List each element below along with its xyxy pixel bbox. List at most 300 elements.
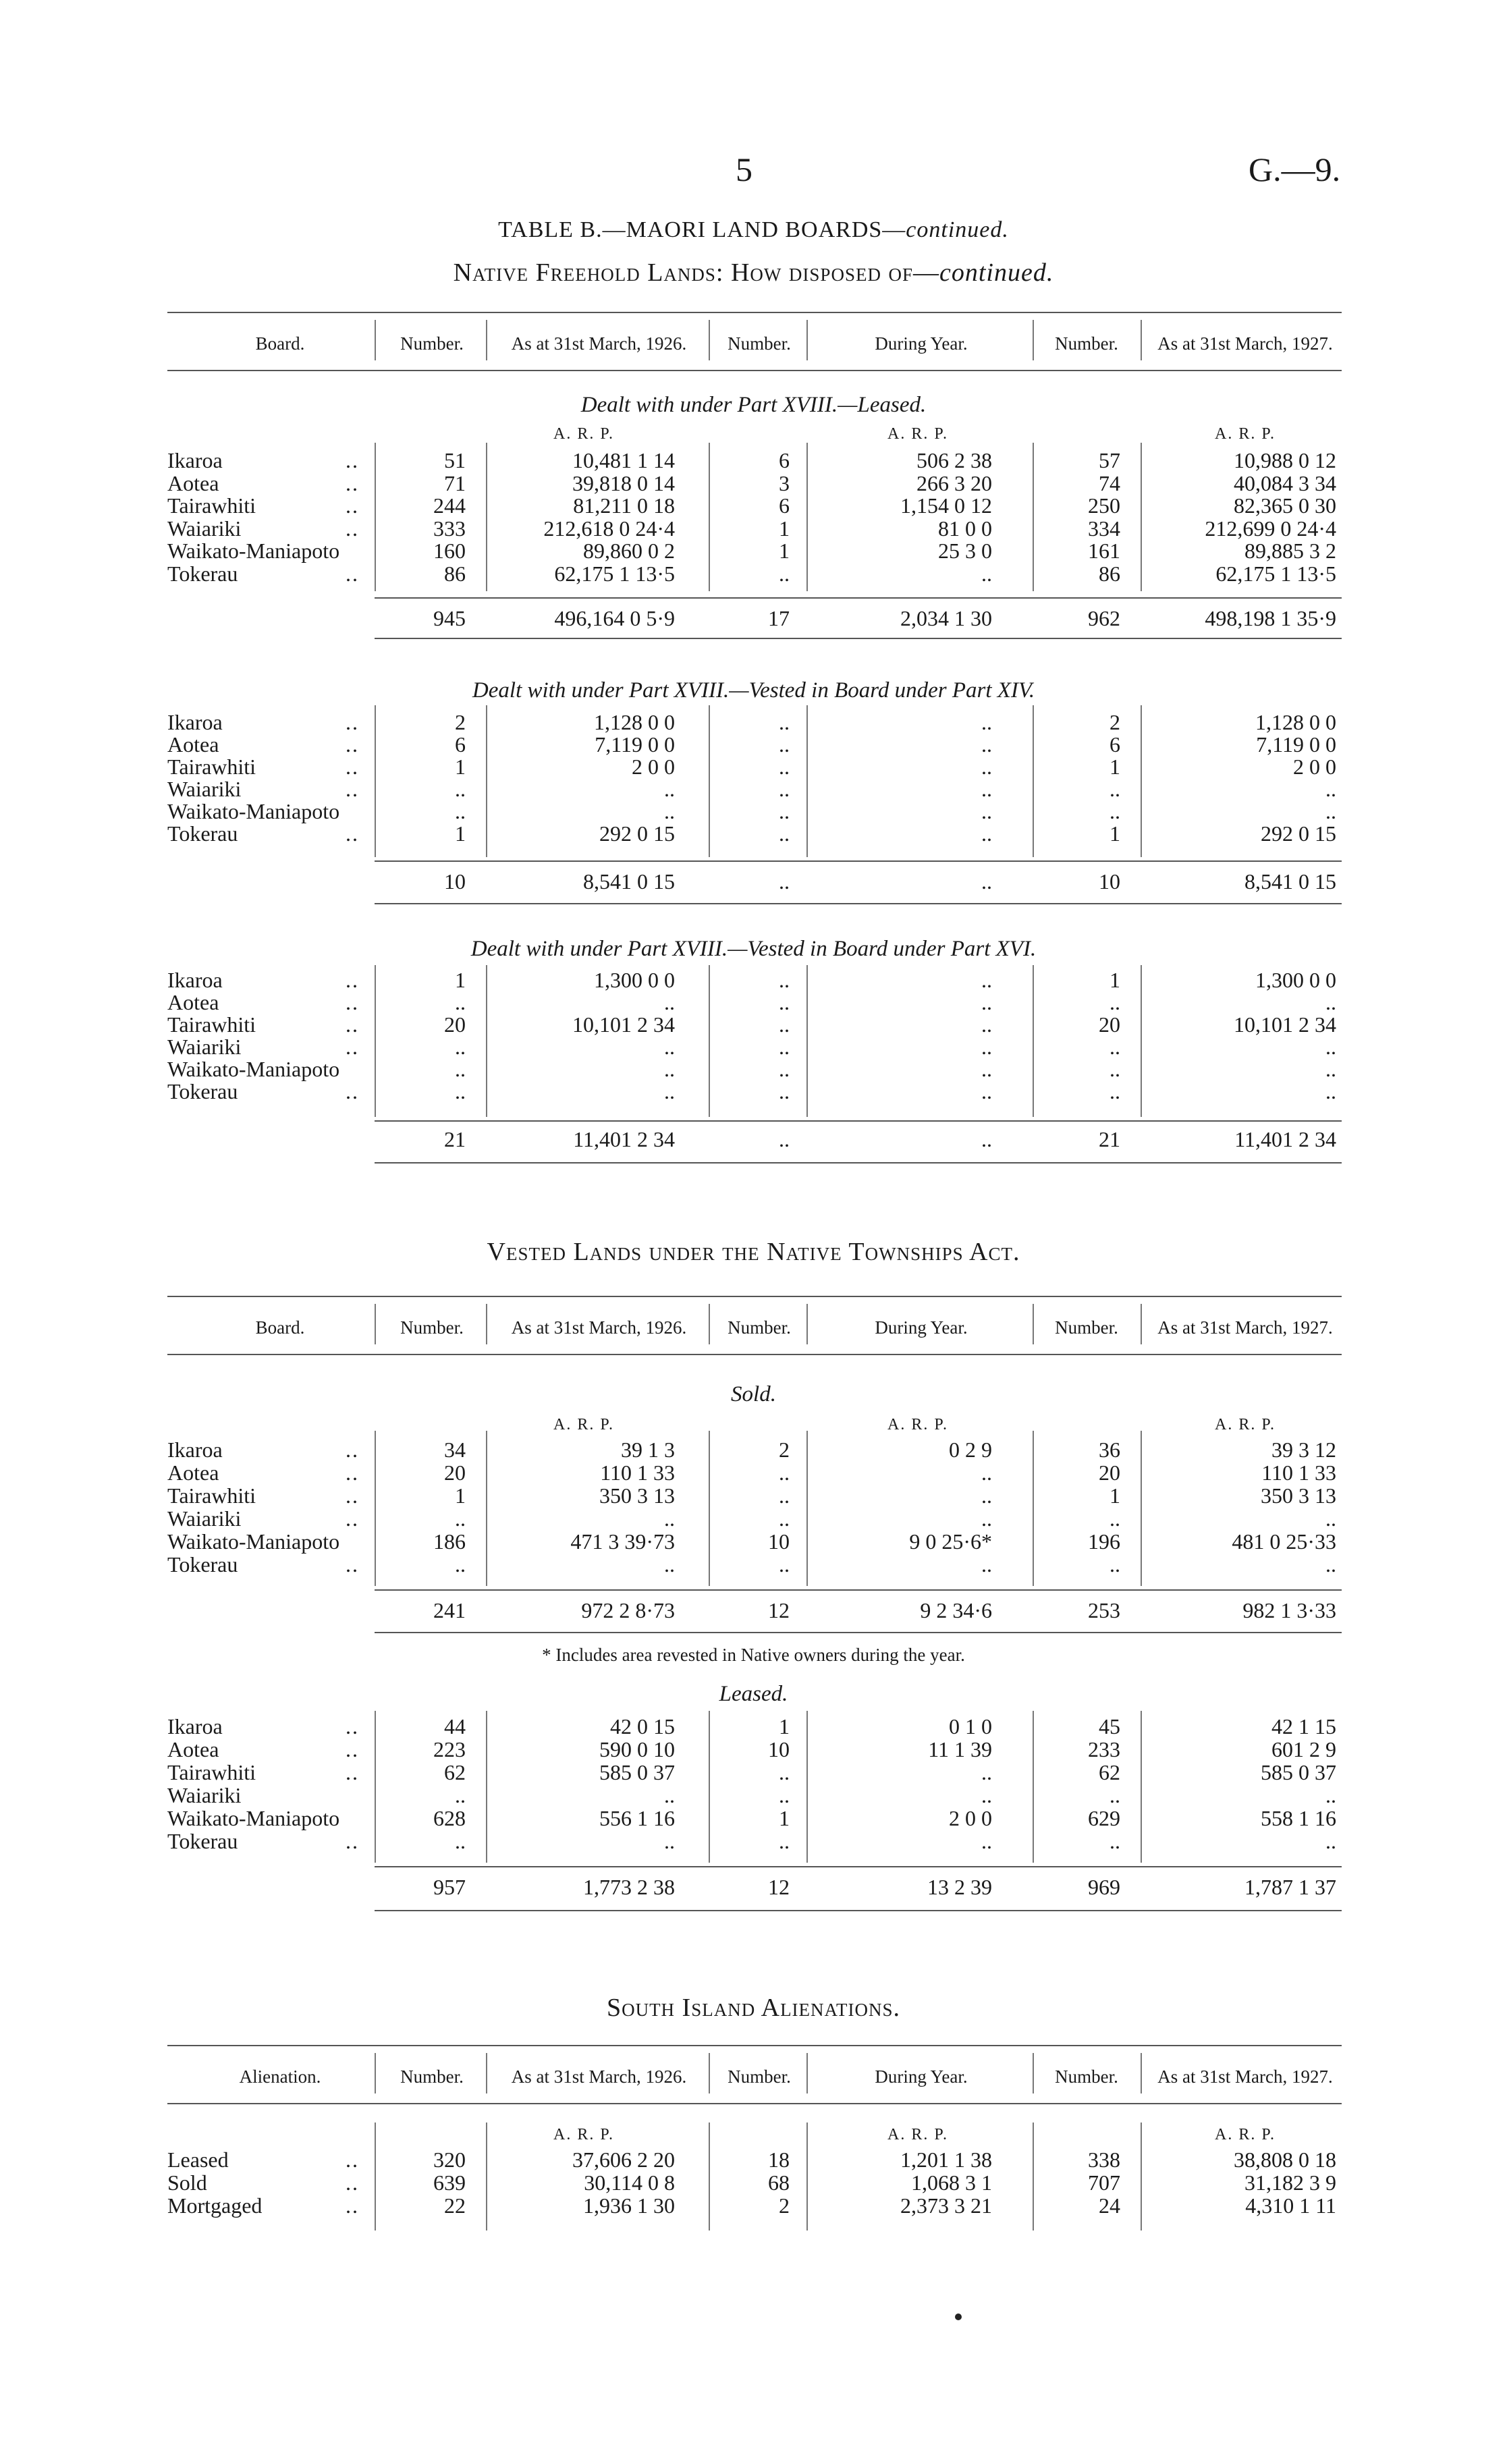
board-name: Waikato-Maniapoto xyxy=(167,539,340,563)
cell-a1: .. xyxy=(664,1552,675,1577)
column-header: Number. xyxy=(400,2066,464,2087)
table-row xyxy=(0,1529,1507,1552)
cell-n3: 196 xyxy=(1088,1529,1120,1554)
cell-a1: 39 1 3 xyxy=(621,1438,675,1462)
cell-a2: .. xyxy=(981,1760,992,1784)
cell-a2: .. xyxy=(981,821,992,846)
cell-n2: 1 xyxy=(779,539,790,563)
column-divider xyxy=(806,320,808,360)
vested-section-title: Vested Lands under the Native Townships Act. xyxy=(487,1238,1020,1266)
cell-a1: 1,128 0 0 xyxy=(594,710,675,734)
unit-label: A. R. P. xyxy=(1215,1416,1276,1433)
column-divider xyxy=(1033,1304,1034,1344)
column-header: Number. xyxy=(728,333,791,354)
section-subtitle: Dealt with under Part XVIII.—Vested in Board under Part XIV. xyxy=(472,678,1035,703)
cell-a1: .. xyxy=(664,1035,675,1059)
column-divider xyxy=(709,1304,710,1344)
column-divider xyxy=(709,2123,710,2230)
cell-a3: 42 1 15 xyxy=(1271,1714,1336,1739)
column-divider xyxy=(709,320,710,360)
total-n2: 17 xyxy=(768,606,790,630)
cell-a3: 4,310 1 11 xyxy=(1245,2193,1336,2218)
cell-a2: .. xyxy=(981,1035,992,1059)
cell-a3: 2 0 0 xyxy=(1293,755,1336,779)
cell-a2: .. xyxy=(981,1483,992,1508)
unit-label: A. R. P. xyxy=(553,425,615,443)
cell-n1: .. xyxy=(455,1829,466,1853)
section-subtitle: Sold. xyxy=(731,1382,776,1406)
leader-dots: .. xyxy=(346,561,359,586)
total-rule xyxy=(375,1910,1342,1911)
column-divider xyxy=(486,443,487,591)
cell-a3: 7,119 0 0 xyxy=(1256,732,1336,757)
board-name: Aotea xyxy=(167,732,219,757)
table-title-continued: continued. xyxy=(906,217,1009,242)
subtotal-rule xyxy=(375,1120,1342,1122)
cell-a2: 9 0 25·6* xyxy=(909,1529,992,1554)
cell-n3: 1 xyxy=(1109,968,1120,992)
column-header: During Year. xyxy=(875,333,968,354)
cell-n1: 1 xyxy=(455,968,466,992)
cell-n2: .. xyxy=(779,561,790,586)
cell-a3: 82,365 0 30 xyxy=(1234,493,1336,518)
column-header: Number. xyxy=(400,333,464,354)
column-divider xyxy=(1141,1304,1142,1344)
cell-a3: .. xyxy=(1325,777,1336,801)
cell-n3: 233 xyxy=(1088,1737,1120,1761)
table-subtitle-continued: continued. xyxy=(939,258,1054,287)
column-divider xyxy=(1141,320,1142,360)
leader-dots: .. xyxy=(346,1552,359,1577)
cell-n1: .. xyxy=(455,1057,466,1081)
total-a2: 9 2 34·6 xyxy=(920,1598,992,1622)
cell-a1: 62,175 1 13·5 xyxy=(554,561,675,586)
column-divider xyxy=(1141,1431,1142,1586)
board-name: Tairawhiti xyxy=(167,493,256,518)
leader-dots: .. xyxy=(346,1483,359,1508)
cell-a3: 481 0 25·33 xyxy=(1232,1529,1336,1554)
column-divider xyxy=(806,1304,808,1344)
column-divider xyxy=(375,320,376,360)
cell-n1: 20 xyxy=(444,1460,466,1485)
cell-n2: .. xyxy=(779,799,790,823)
cell-n2: .. xyxy=(779,1829,790,1853)
unit-label: A. R. P. xyxy=(887,2126,949,2143)
total-n3: 962 xyxy=(1088,606,1120,630)
table-row xyxy=(0,448,1507,471)
column-divider xyxy=(709,2053,710,2093)
cell-n1: 223 xyxy=(433,1737,466,1761)
board-name: Aotea xyxy=(167,990,219,1014)
unit-label: A. R. P. xyxy=(887,1416,949,1433)
total-a2: .. xyxy=(981,869,992,894)
board-name: Ikaroa xyxy=(167,968,223,992)
leader-dots: .. xyxy=(346,1760,359,1784)
cell-n3: 161 xyxy=(1088,539,1120,563)
cell-a3: 110 1 33 xyxy=(1261,1460,1336,1485)
total-n1: 241 xyxy=(433,1598,466,1622)
column-header: As at 31st March, 1927. xyxy=(1157,2066,1333,2087)
board-name: Leased xyxy=(167,2147,229,2172)
board-name: Aotea xyxy=(167,1460,219,1485)
board-name: Mortgaged xyxy=(167,2193,263,2218)
total-a3: 8,541 0 15 xyxy=(1244,869,1336,894)
cell-n3: 2 xyxy=(1109,710,1120,734)
board-name: Tokerau xyxy=(167,1079,238,1103)
cell-a2: 11 1 39 xyxy=(928,1737,992,1761)
column-header: As at 31st March, 1926. xyxy=(511,1317,687,1338)
leader-dots: .. xyxy=(346,470,359,495)
column-divider xyxy=(375,1431,376,1586)
cell-a3: 350 3 13 xyxy=(1261,1483,1336,1508)
column-divider xyxy=(1033,1431,1034,1586)
cell-a1: 42 0 15 xyxy=(610,1714,675,1739)
board-name: Tairawhiti xyxy=(167,1012,256,1037)
cell-a2: .. xyxy=(981,1460,992,1485)
cell-a3: 1,300 0 0 xyxy=(1255,968,1336,992)
leader-dots: .. xyxy=(346,1438,359,1462)
cell-n3: .. xyxy=(1109,1057,1120,1081)
table-row xyxy=(0,755,1507,777)
board-name: Waiariki xyxy=(167,1035,242,1059)
footnote: * Includes area revested in Native owners during the year. xyxy=(542,1645,965,1665)
total-row xyxy=(0,1598,1507,1621)
cell-n1: 160 xyxy=(433,539,466,563)
cell-n2: .. xyxy=(779,710,790,734)
cell-n2: .. xyxy=(779,1012,790,1037)
total-a2: 2,034 1 30 xyxy=(900,606,992,630)
leader-dots: .. xyxy=(346,710,359,734)
board-name: Waikato-Maniapoto xyxy=(167,1806,340,1830)
cell-n2: .. xyxy=(779,990,790,1014)
cell-a2: .. xyxy=(981,1079,992,1103)
total-n1: 21 xyxy=(444,1127,466,1151)
table-subtitle xyxy=(0,258,1507,288)
column-header: Alienation. xyxy=(239,2066,321,2087)
cell-a2: .. xyxy=(981,1783,992,1807)
column-divider xyxy=(1141,1711,1142,1863)
table-title-text: TABLE B.—MAORI LAND BOARDS— xyxy=(498,217,906,242)
cell-a1: 1,300 0 0 xyxy=(594,968,675,992)
cell-n2: 1 xyxy=(779,516,790,541)
leader-dots: .. xyxy=(346,516,359,541)
unit-label: A. R. P. xyxy=(553,1416,615,1433)
cell-n1: 320 xyxy=(433,2147,466,2172)
table-row xyxy=(0,799,1507,822)
cell-n3: 86 xyxy=(1099,561,1120,586)
total-row xyxy=(0,1875,1507,1898)
cell-a3: 31,182 3 9 xyxy=(1244,2170,1336,2195)
column-divider xyxy=(486,1304,487,1344)
cell-a3: .. xyxy=(1325,1057,1336,1081)
column-divider xyxy=(375,2123,376,2230)
column-divider xyxy=(806,1431,808,1586)
cell-a1: 2 0 0 xyxy=(632,755,675,779)
cell-a3: 10,101 2 34 xyxy=(1234,1012,1336,1037)
total-n3: 21 xyxy=(1099,1127,1120,1151)
cell-n3: .. xyxy=(1109,1829,1120,1853)
column-header: During Year. xyxy=(875,2066,968,2087)
column-divider xyxy=(1141,2053,1142,2093)
table-title xyxy=(0,217,1507,243)
table-row xyxy=(0,1506,1507,1529)
total-row xyxy=(0,869,1507,892)
cell-a2: .. xyxy=(981,777,992,801)
column-header: Number. xyxy=(400,1317,464,1338)
cell-n3: .. xyxy=(1109,1035,1120,1059)
table-row xyxy=(0,777,1507,800)
cell-n3: 334 xyxy=(1088,516,1120,541)
cell-n2: .. xyxy=(779,1506,790,1531)
table-row xyxy=(0,1079,1507,1102)
board-name: Waiariki xyxy=(167,1783,242,1807)
cell-n1: .. xyxy=(455,1783,466,1807)
column-divider xyxy=(1033,1711,1034,1863)
cell-a2: 1,201 1 38 xyxy=(900,2147,992,2172)
cell-a3: .. xyxy=(1325,1552,1336,1577)
total-n1: 945 xyxy=(433,606,466,630)
cell-n1: .. xyxy=(455,1035,466,1059)
column-header: Board. xyxy=(255,333,305,354)
unit-label: A. R. P. xyxy=(887,425,949,443)
board-name: Sold xyxy=(167,2170,207,2195)
table-subtitle-text: Native Freehold Lands: How disposed of— xyxy=(453,258,939,287)
cell-a2: .. xyxy=(981,1829,992,1853)
table-row xyxy=(0,1829,1507,1852)
total-a1: 11,401 2 34 xyxy=(573,1127,675,1151)
column-header: Number. xyxy=(1055,333,1118,354)
leader-dots: .. xyxy=(346,448,359,472)
cell-a3: .. xyxy=(1325,1506,1336,1531)
cell-a3: 10,988 0 12 xyxy=(1234,448,1336,472)
cell-a1: 556 1 16 xyxy=(599,1806,675,1830)
cell-n3: 629 xyxy=(1088,1806,1120,1830)
column-divider xyxy=(1033,705,1034,857)
cell-n1: 628 xyxy=(433,1806,466,1830)
cell-a1: 10,101 2 34 xyxy=(572,1012,675,1037)
cell-a3: 40,084 3 34 xyxy=(1234,470,1336,495)
column-divider xyxy=(806,443,808,591)
column-divider xyxy=(1141,965,1142,1117)
board-name: Tairawhiti xyxy=(167,755,256,779)
column-divider xyxy=(709,1711,710,1863)
cell-n2: 10 xyxy=(768,1529,790,1554)
table-row xyxy=(0,1783,1507,1806)
cell-n2: .. xyxy=(779,1552,790,1577)
cell-n3: 36 xyxy=(1099,1438,1120,1462)
total-row xyxy=(0,1127,1507,1150)
cell-n1: 1 xyxy=(455,1483,466,1508)
cell-n3: .. xyxy=(1109,1783,1120,1807)
total-n2: .. xyxy=(779,1127,790,1151)
cell-n3: 6 xyxy=(1109,732,1120,757)
unit-label: A. R. P. xyxy=(1215,425,1276,443)
cell-n1: 20 xyxy=(444,1012,466,1037)
total-a3: 498,198 1 35·9 xyxy=(1205,606,1336,630)
cell-a1: 350 3 13 xyxy=(599,1483,675,1508)
column-divider xyxy=(806,705,808,857)
column-divider xyxy=(709,443,710,591)
header-rule-top xyxy=(167,312,1342,313)
section-subtitle: Dealt with under Part XVIII.—Vested in Board under Part XVI. xyxy=(470,937,1037,961)
cell-n1: .. xyxy=(455,1552,466,1577)
total-a1: 972 2 8·73 xyxy=(581,1598,675,1622)
total-rule xyxy=(375,1632,1342,1633)
cell-n2: 18 xyxy=(768,2147,790,2172)
unit-label: A. R. P. xyxy=(1215,2126,1276,2143)
cell-n2: .. xyxy=(779,1783,790,1807)
cell-a2: .. xyxy=(981,1506,992,1531)
cell-n1: .. xyxy=(455,799,466,823)
table-row xyxy=(0,471,1507,494)
column-divider xyxy=(486,2123,487,2230)
cell-a3: .. xyxy=(1325,990,1336,1014)
board-name: Ikaroa xyxy=(167,448,223,472)
board-name: Tokerau xyxy=(167,821,238,846)
cell-n3: 707 xyxy=(1088,2170,1120,2195)
cell-n1: 1 xyxy=(455,821,466,846)
table-row xyxy=(0,732,1507,755)
cell-n2: 6 xyxy=(779,448,790,472)
cell-n3: 338 xyxy=(1088,2147,1120,2172)
cell-a3: 558 1 16 xyxy=(1261,1806,1336,1830)
leader-dots: .. xyxy=(346,1012,359,1037)
column-header: Number. xyxy=(1055,2066,1118,2087)
cell-a3: .. xyxy=(1325,1783,1336,1807)
cell-n1: .. xyxy=(455,777,466,801)
board-name: Tairawhiti xyxy=(167,1483,256,1508)
cell-n2: .. xyxy=(779,1483,790,1508)
cell-n2: 3 xyxy=(779,470,790,495)
column-divider xyxy=(486,705,487,857)
column-header: During Year. xyxy=(875,1317,968,1338)
board-name: Waikato-Maniapoto xyxy=(167,1529,340,1554)
header-rule-bottom xyxy=(167,370,1342,371)
header-rule-bottom xyxy=(167,1354,1342,1355)
column-divider xyxy=(375,965,376,1117)
column-divider xyxy=(709,965,710,1117)
cell-n2: .. xyxy=(779,1035,790,1059)
leader-dots: .. xyxy=(346,2147,359,2172)
cell-n3: .. xyxy=(1109,799,1120,823)
cell-a2: 506 2 38 xyxy=(916,448,992,472)
total-rule xyxy=(375,903,1342,904)
table-row xyxy=(0,1012,1507,1035)
total-rule xyxy=(375,638,1342,639)
cell-a2: 1,154 0 12 xyxy=(900,493,992,518)
board-name: Waiariki xyxy=(167,516,242,541)
column-divider xyxy=(486,2053,487,2093)
cell-n3: 1 xyxy=(1109,821,1120,846)
cell-n3: 74 xyxy=(1099,470,1120,495)
page-number: 5 xyxy=(736,150,752,188)
table-row xyxy=(0,1760,1507,1783)
cell-a2: .. xyxy=(981,732,992,757)
cell-a2: 2,373 3 21 xyxy=(900,2193,992,2218)
leader-dots: .. xyxy=(346,1035,359,1059)
cell-a3: 585 0 37 xyxy=(1261,1760,1336,1784)
column-divider xyxy=(1033,443,1034,591)
table-row xyxy=(0,1057,1507,1080)
cell-n1: 333 xyxy=(433,516,466,541)
table-row xyxy=(0,1460,1507,1483)
cell-n2: 10 xyxy=(768,1737,790,1761)
cell-n1: 71 xyxy=(444,470,466,495)
leader-dots: .. xyxy=(346,1506,359,1531)
cell-n3: .. xyxy=(1109,777,1120,801)
cell-a2: .. xyxy=(981,755,992,779)
header-rule-bottom xyxy=(167,2103,1342,2104)
cell-n2: .. xyxy=(779,1079,790,1103)
cell-a3: .. xyxy=(1325,799,1336,823)
cell-n3: 1 xyxy=(1109,1483,1120,1508)
cell-n3: 24 xyxy=(1099,2193,1120,2218)
cell-a3: 39 3 12 xyxy=(1271,1438,1336,1462)
cell-a2: .. xyxy=(981,1057,992,1081)
cell-n3: .. xyxy=(1109,1506,1120,1531)
column-header: As at 31st March, 1927. xyxy=(1157,333,1333,354)
leader-dots: .. xyxy=(346,2193,359,2218)
cell-n2: 2 xyxy=(779,2193,790,2218)
column-header: Number. xyxy=(1055,1317,1118,1338)
total-a1: 496,164 0 5·9 xyxy=(554,606,675,630)
column-divider xyxy=(375,1711,376,1863)
cell-a2: 1,068 3 1 xyxy=(911,2170,992,2195)
cell-n1: 639 xyxy=(433,2170,466,2195)
cell-n2: .. xyxy=(779,968,790,992)
board-name: Ikaroa xyxy=(167,710,223,734)
table-row xyxy=(0,1438,1507,1460)
total-a2: .. xyxy=(981,1127,992,1151)
board-name: Waikato-Maniapoto xyxy=(167,1057,340,1081)
cell-n3: .. xyxy=(1109,1552,1120,1577)
cell-n1: 1 xyxy=(455,755,466,779)
column-divider xyxy=(486,1431,487,1586)
column-divider xyxy=(709,1431,710,1586)
cell-a1: 590 0 10 xyxy=(599,1737,675,1761)
board-name: Aotea xyxy=(167,470,219,495)
column-divider xyxy=(486,320,487,360)
cell-n2: 68 xyxy=(768,2170,790,2195)
cell-n1: 186 xyxy=(433,1529,466,1554)
column-divider xyxy=(486,1711,487,1863)
cell-n1: 6 xyxy=(455,732,466,757)
table-row xyxy=(0,539,1507,562)
leader-dots: .. xyxy=(346,493,359,518)
south-section-title: South Island Alienations. xyxy=(606,1994,901,2022)
cell-a3: 601 2 9 xyxy=(1271,1737,1336,1761)
cell-a1: 1,936 1 30 xyxy=(583,2193,675,2218)
total-a2: 13 2 39 xyxy=(927,1875,992,1899)
cell-a2: .. xyxy=(981,1012,992,1037)
table-row xyxy=(0,1035,1507,1058)
board-name: Waiariki xyxy=(167,777,242,801)
column-divider xyxy=(1141,443,1142,591)
cell-a2: .. xyxy=(981,561,992,586)
table-row xyxy=(0,2147,1507,2170)
column-divider xyxy=(375,443,376,591)
total-a1: 8,541 0 15 xyxy=(583,869,675,894)
header-rule-top xyxy=(167,2045,1342,2046)
cell-a3: 62,175 1 13·5 xyxy=(1215,561,1336,586)
column-divider xyxy=(709,705,710,857)
table-row xyxy=(0,1483,1507,1506)
leader-dots: .. xyxy=(346,990,359,1014)
cell-a1: 30,114 0 8 xyxy=(584,2170,675,2195)
cell-a2: 0 2 9 xyxy=(949,1438,992,1462)
board-name: Tokerau xyxy=(167,1552,238,1577)
table-row xyxy=(0,990,1507,1013)
